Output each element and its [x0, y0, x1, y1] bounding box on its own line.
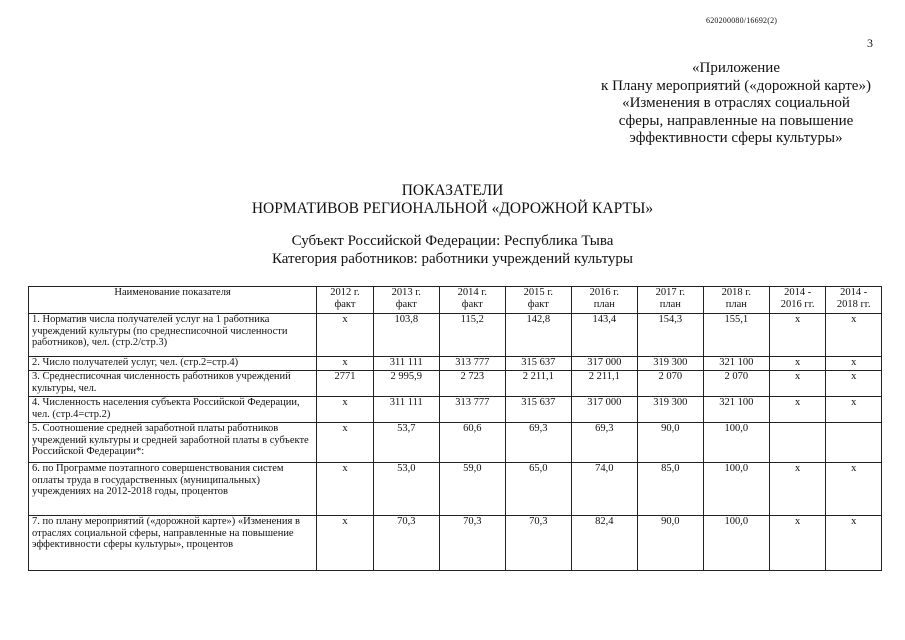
document-title-line2: НОРМАТИВОВ РЕГИОНАЛЬНОЙ «ДОРОЖНОЙ КАРТЫ»	[251, 200, 654, 217]
table-cell: 2 211,1	[505, 371, 571, 397]
header-kind: 2016 гг.	[780, 298, 815, 310]
appendix-line: эффективности сферы культуры»	[629, 130, 843, 146]
indicator-name: 6. по Программе поэтапного совершенствования систем оплаты труда в государственных (муниципальных) учреждениях на 2012-2018 годы, процентов	[29, 463, 317, 516]
header-cell	[637, 287, 703, 314]
table-cell: 65,0	[505, 463, 571, 516]
table-cell: 2771	[317, 371, 374, 397]
header-cell	[571, 287, 637, 314]
table-cell: x	[317, 423, 374, 463]
indicator-name: 7. по плану мероприятий («дорожной карте») «Изменения в отраслях социальной сферы, направленные на повышение эффективности сферы культуры», процентов	[29, 516, 317, 571]
table-cell: 100,0	[703, 463, 769, 516]
table-cell: 74,0	[571, 463, 637, 516]
table-row	[29, 516, 882, 571]
header-cell	[439, 287, 505, 314]
header-year: 2012 г.	[330, 287, 360, 298]
subject-line: Субъект Российской Федерации: Республика Тыва	[291, 233, 614, 249]
header-kind: факт	[334, 298, 356, 310]
header-kind: факт	[395, 298, 417, 310]
table-cell: 155,1	[703, 314, 769, 357]
indicator-name: 5. Соотношение средней заработной платы работников учреждений культуры и средней заработной платы в субъекте Российской Федерации*:	[29, 423, 317, 463]
table-cell: 2 723	[439, 371, 505, 397]
table-cell: x	[317, 397, 374, 423]
header-kind: план	[659, 298, 681, 310]
table-cell: x	[317, 357, 374, 371]
table-cell	[826, 423, 882, 463]
table-cell: 313 777	[439, 357, 505, 371]
header-kind: факт	[527, 298, 549, 310]
table-cell: 313 777	[439, 397, 505, 423]
appendix-line: сферы, направленные на повышение	[618, 112, 854, 129]
table-cell: 319 300	[637, 357, 703, 371]
header-cell	[317, 287, 374, 314]
header-label: Наименование показателя	[114, 287, 231, 298]
table-cell: x	[826, 516, 882, 571]
table-cell: 315 637	[505, 397, 571, 423]
header-cell	[769, 287, 826, 314]
table-cell: x	[769, 357, 826, 371]
page-number: 3	[867, 36, 873, 50]
header-year: 2017 г.	[655, 287, 685, 298]
table-cell: x	[826, 357, 882, 371]
header-year: 2016 г.	[589, 287, 619, 298]
table-cell: 100,0	[703, 423, 769, 463]
table-cell: x	[826, 371, 882, 397]
table-cell: 53,7	[373, 423, 439, 463]
table-header-row	[29, 287, 882, 314]
table-row	[29, 397, 882, 423]
table-cell: 70,3	[373, 516, 439, 571]
table-cell: x	[317, 463, 374, 516]
header-year: 2018 г.	[721, 287, 752, 298]
table-cell: 154,3	[637, 314, 703, 357]
table-row	[29, 314, 882, 357]
table-row	[29, 357, 882, 371]
table-cell: 2 070	[703, 371, 769, 397]
table-cell: x	[826, 314, 882, 357]
table-cell: 317 000	[571, 357, 637, 371]
table-row	[29, 423, 882, 463]
table-cell: 142,8	[505, 314, 571, 357]
table-cell: 103,8	[373, 314, 439, 357]
table-cell: 115,2	[439, 314, 505, 357]
table-cell: x	[769, 314, 826, 357]
table-cell: 69,3	[505, 423, 571, 463]
table-row	[29, 463, 882, 516]
table-cell: 317 000	[571, 397, 637, 423]
appendix-line: к Плану мероприятий («дорожной карте»)	[601, 77, 871, 94]
table-cell: 53,0	[373, 463, 439, 516]
table-cell: 60,6	[439, 423, 505, 463]
header-cell	[373, 287, 439, 314]
table-cell: 100,0	[703, 516, 769, 571]
header-year: 2014 г.	[457, 287, 487, 298]
header-year: 2015 г.	[523, 287, 553, 298]
table-cell: 2 070	[637, 371, 703, 397]
header-cell	[29, 287, 317, 314]
table-cell: 315 637	[505, 357, 571, 371]
table-cell: 69,3	[571, 423, 637, 463]
table-cell: 143,4	[571, 314, 637, 357]
table-cell: x	[769, 397, 826, 423]
document-title: ПОКАЗАТЕЛИ	[401, 182, 504, 199]
category-line: Категория работников: работники учреждений культуры	[271, 251, 634, 267]
header-year: 2014 -	[840, 287, 868, 298]
header-cell	[703, 287, 769, 314]
header-kind: 2018 гг.	[836, 298, 871, 310]
table-cell: x	[826, 397, 882, 423]
table-cell: 82,4	[571, 516, 637, 571]
table-cell: x	[769, 516, 826, 571]
table-cell: x	[769, 463, 826, 516]
table-cell: 90,0	[637, 516, 703, 571]
table-row	[29, 371, 882, 397]
table-cell: 59,0	[439, 463, 505, 516]
indicator-name: 3. Среднесписочная численность работников учреждений культуры, чел.	[29, 371, 317, 397]
appendix-line: «Приложение	[691, 60, 780, 76]
table-cell: 321 100	[703, 397, 769, 423]
table-cell: 2 995,9	[373, 371, 439, 397]
table-cell	[769, 423, 826, 463]
table-cell: 2 211,1	[571, 371, 637, 397]
table-cell: 319 300	[637, 397, 703, 423]
table-cell: 311 111	[373, 397, 439, 423]
header-cell	[826, 287, 882, 314]
appendix-block	[586, 60, 886, 148]
header-kind: план	[725, 298, 747, 310]
appendix-line: «Изменения в отраслях социальной	[622, 95, 850, 111]
header-year: 2014 -	[784, 287, 812, 298]
table-cell: 90,0	[637, 423, 703, 463]
header-year: 2013 г.	[391, 287, 421, 298]
indicator-name: 4. Численность населения субъекта Российской Федерации, чел. (стр.4=стр.2)	[29, 397, 317, 423]
table-cell: x	[769, 371, 826, 397]
table-cell: 311 111	[373, 357, 439, 371]
indicator-name: 2. Число получателей услуг, чел. (стр.2=стр.4)	[29, 357, 317, 371]
table-cell: x	[317, 314, 374, 357]
header-kind: план	[593, 298, 615, 310]
table-cell: 85,0	[637, 463, 703, 516]
table-cell: 321 100	[703, 357, 769, 371]
table-cell: x	[317, 516, 374, 571]
indicator-name: 1. Норматив числа получателей услуг на 1 работника учреждений культуры (по среднесписочной численности работников), чел. (стр.2/стр.3)	[29, 314, 317, 357]
table-cell: 70,3	[505, 516, 571, 571]
table-cell: 70,3	[439, 516, 505, 571]
table-cell: x	[826, 463, 882, 516]
document-code: 620200080/16692(2)	[706, 16, 778, 25]
indicators-table	[28, 286, 882, 571]
header-cell	[505, 287, 571, 314]
header-kind: факт	[461, 298, 483, 310]
